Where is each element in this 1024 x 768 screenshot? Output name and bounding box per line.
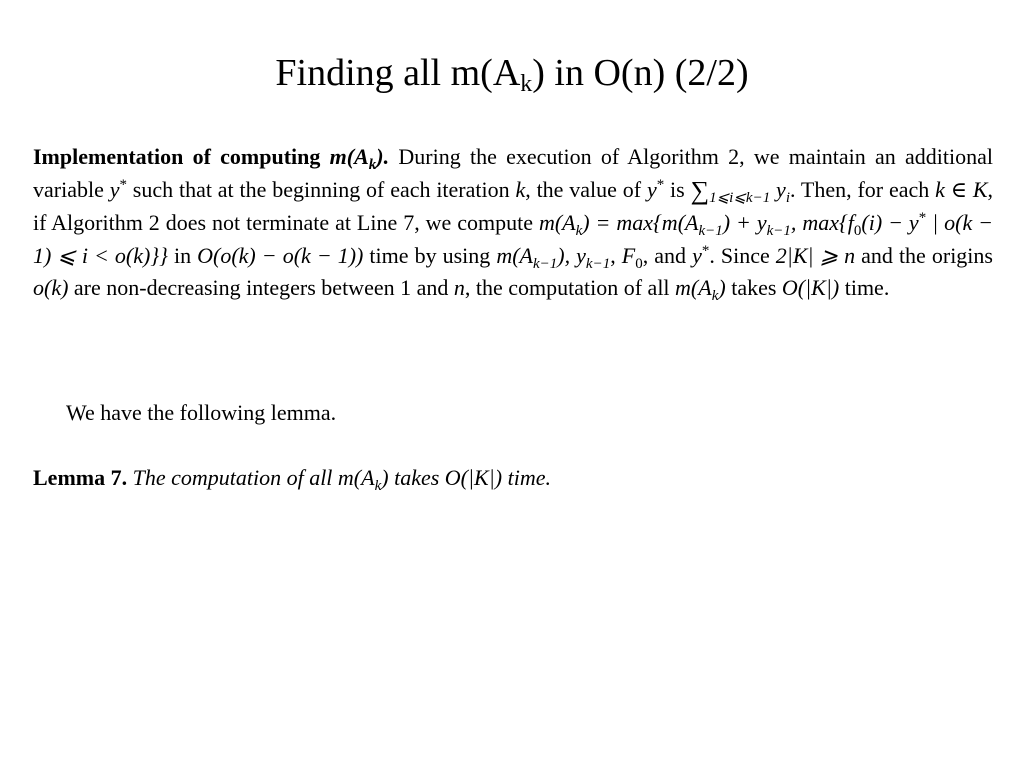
follow-paragraph: We have the following lemma. [66,400,337,425]
impl-heading: Implementation of computing [33,144,321,169]
title-end: ) in O(n) (2/2) [532,52,749,94]
slide-title [0,50,1024,96]
lemma-label: Lemma 7. [33,465,128,490]
implementation-paragraph: Implementation of computing $m(A_k)$. During the execution of Algorithm 2, we maintain an additional variable y* such that at the beginning of each iteration k, the value of y* is $\sum_{1⩽i⩽k-1}$ $y_i$. Then, for each k ∈ K, if Algorithm 2 does not terminate at Line 7, we compute $m(A_k) = \max\{m(A_{k-1}) + y_{k-1}$, $\max\{f_0(i) - y^*$ | o(k − 1) ⩽ i < o(k)}} in O(o(k) − o(k − 1)) time by using $m(A_{k-1})$, $y_{k-1}$, $F_0$, and y*. Since 2|K| ⩾ n and the origins o(k) are non-decreasing integers between 1 and n, the computation of all $m(A_k)$ takes O(|K|) time. [33,144,994,304]
impl-heading-math: m(A [329,144,369,169]
title-subscript: k [520,71,533,97]
sum-symbol: ∑ [690,175,710,205]
lemma-paragraph: Lemma 7. The computation of all $m(A_k)$ takes O(|K|) time. [33,465,551,494]
title-main: Finding all m(A [275,52,521,94]
